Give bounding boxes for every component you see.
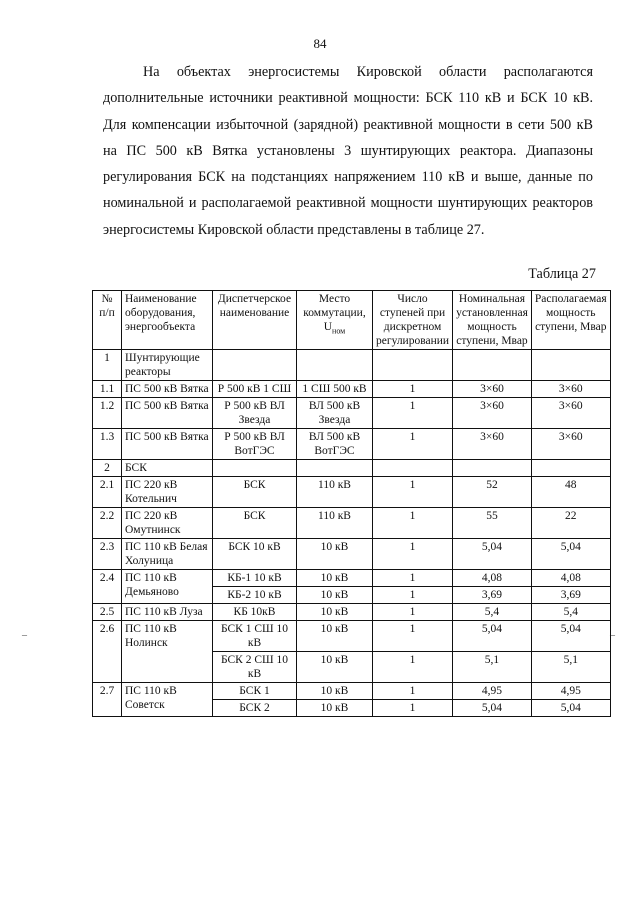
table-caption: Таблица 27 (528, 266, 596, 282)
cell-name: ПС 500 кВ Вятка (122, 429, 213, 460)
page-number: 84 (313, 36, 327, 51)
table-row (93, 381, 611, 398)
cell-place: 10 кВ (297, 587, 373, 604)
cell-dispatch: БСК 10 кВ (213, 539, 297, 570)
cell-steps: 1 (373, 621, 453, 652)
cell-nominal: 3×60 (453, 398, 532, 429)
table-row (93, 539, 611, 570)
cell-name: ПС 500 кВ Вятка (122, 381, 213, 398)
cell-place (297, 460, 373, 477)
body-paragraph: На объектах энергосистемы Кировской области располагаются дополнительные источники реактивной мощности: БСК 110 кВ и БСК 10 кВ. Для компенсации избыточной (зарядной) реактивной мощности в сети 500 кВ на ПС 500 кВ Вятка установлены 3 шунтирующих реактора. Диапазоны регулирования БСК на подстанциях напряжением 110 кВ и выше, данные по номинальной и располагаемой реактивной мощности шунтирующих реакторов энергосистемы Кировской области представлены в таблице 27. (103, 64, 593, 238)
cell-available (531, 350, 610, 381)
scan-margin-mark: – (22, 630, 27, 641)
header-nominal: Номинальная установленная мощность ступени, Мвар (453, 291, 532, 350)
table-row (93, 508, 611, 539)
cell-name: ПС 110 кВ Советск (122, 683, 213, 717)
cell-steps: 1 (373, 652, 453, 683)
cell-available (531, 460, 610, 477)
cell-nominal: 5,04 (453, 700, 532, 717)
cell-nominal: 4,95 (453, 683, 532, 700)
cell-place: 10 кВ (297, 621, 373, 652)
cell-available: 3,69 (531, 587, 610, 604)
cell-place: 10 кВ (297, 652, 373, 683)
scan-margin-mark: – (610, 630, 615, 641)
cell-steps: 1 (373, 604, 453, 621)
cell-dispatch: БСК 1 (213, 683, 297, 700)
cell-nominal (453, 350, 532, 381)
cell-steps: 1 (373, 381, 453, 398)
table-row (93, 350, 611, 381)
cell-num: 2.5 (93, 604, 122, 621)
cell-available: 3×60 (531, 398, 610, 429)
reactive-power-table (92, 290, 611, 717)
cell-dispatch: БСК (213, 477, 297, 508)
cell-num: 1.1 (93, 381, 122, 398)
cell-dispatch (213, 460, 297, 477)
cell-name: ПС 110 кВ Нолинск (122, 621, 213, 683)
cell-steps: 1 (373, 700, 453, 717)
cell-place: 110 кВ (297, 477, 373, 508)
cell-name: ПС 220 кВ Омутнинск (122, 508, 213, 539)
cell-name: ПС 110 кВ Луза (122, 604, 213, 621)
cell-dispatch: БСК (213, 508, 297, 539)
cell-dispatch: БСК 2 (213, 700, 297, 717)
cell-available: 5,4 (531, 604, 610, 621)
cell-place: 10 кВ (297, 539, 373, 570)
cell-dispatch: Р 500 кВ ВЛ Звезда (213, 398, 297, 429)
cell-steps: 1 (373, 477, 453, 508)
cell-steps: 1 (373, 508, 453, 539)
cell-num: 2.6 (93, 621, 122, 683)
cell-steps: 1 (373, 683, 453, 700)
cell-steps: 1 (373, 539, 453, 570)
cell-available: 4,95 (531, 683, 610, 700)
cell-available: 22 (531, 508, 610, 539)
cell-dispatch: КБ-2 10 кВ (213, 587, 297, 604)
cell-nominal: 3×60 (453, 381, 532, 398)
cell-nominal: 4,08 (453, 570, 532, 587)
cell-place: 10 кВ (297, 683, 373, 700)
header-place-subscript: ном (332, 326, 346, 336)
cell-nominal: 5,04 (453, 621, 532, 652)
cell-nominal: 52 (453, 477, 532, 508)
cell-place: ВЛ 500 кВ Звезда (297, 398, 373, 429)
header-available: Располагаемая мощность ступени, Мвар (531, 291, 610, 350)
cell-nominal: 55 (453, 508, 532, 539)
header-num: № п/п (93, 291, 122, 350)
table-row (93, 460, 611, 477)
cell-nominal: 5,1 (453, 652, 532, 683)
cell-name: Шунтирующие реакторы (122, 350, 213, 381)
cell-steps: 1 (373, 587, 453, 604)
table-row (93, 683, 611, 700)
cell-available: 3×60 (531, 381, 610, 398)
header-dispatch: Диспетчерское наименование (213, 291, 297, 350)
cell-name: ПС 110 кВ Демьяново (122, 570, 213, 604)
cell-place: 10 кВ (297, 570, 373, 587)
header-name: Наименование оборудования, энергообъекта (122, 291, 213, 350)
header-place-symbol: U (323, 321, 333, 333)
cell-num: 2.3 (93, 539, 122, 570)
table-row (93, 604, 611, 621)
cell-available: 5,1 (531, 652, 610, 683)
cell-num: 1.3 (93, 429, 122, 460)
table-row (93, 570, 611, 587)
header-steps: Число ступеней при дискретном регулировании (373, 291, 453, 350)
cell-nominal: 3,69 (453, 587, 532, 604)
cell-num: 2 (93, 460, 122, 477)
cell-available: 4,08 (531, 570, 610, 587)
table-header-row (93, 291, 611, 350)
cell-available: 5,04 (531, 621, 610, 652)
cell-available: 3×60 (531, 429, 610, 460)
cell-dispatch: КБ 10кВ (213, 604, 297, 621)
cell-name: ПС 500 кВ Вятка (122, 398, 213, 429)
cell-num: 1 (93, 350, 122, 381)
cell-num: 2.7 (93, 683, 122, 717)
cell-nominal: 3×60 (453, 429, 532, 460)
cell-nominal: 5,4 (453, 604, 532, 621)
cell-place: ВЛ 500 кВ ВотГЭС (297, 429, 373, 460)
cell-steps: 1 (373, 570, 453, 587)
cell-dispatch: КБ-1 10 кВ (213, 570, 297, 587)
cell-place (297, 350, 373, 381)
cell-dispatch: Р 500 кВ ВЛ ВотГЭС (213, 429, 297, 460)
cell-place: 10 кВ (297, 604, 373, 621)
cell-steps: 1 (373, 429, 453, 460)
cell-place: 110 кВ (297, 508, 373, 539)
table-row (93, 398, 611, 429)
cell-steps (373, 460, 453, 477)
table-row (93, 621, 611, 652)
cell-dispatch (213, 350, 297, 381)
cell-dispatch: Р 500 кВ 1 СШ (213, 381, 297, 398)
cell-num: 2.2 (93, 508, 122, 539)
cell-num: 2.4 (93, 570, 122, 604)
header-place-text: Место коммутации, (303, 293, 366, 319)
table-row (93, 477, 611, 508)
cell-name: ПС 110 кВ Белая Холуница (122, 539, 213, 570)
cell-dispatch: БСК 2 СШ 10 кВ (213, 652, 297, 683)
cell-available: 48 (531, 477, 610, 508)
cell-available: 5,04 (531, 539, 610, 570)
cell-place: 10 кВ (297, 700, 373, 717)
cell-steps (373, 350, 453, 381)
cell-num: 2.1 (93, 477, 122, 508)
cell-dispatch: БСК 1 СШ 10 кВ (213, 621, 297, 652)
cell-available: 5,04 (531, 700, 610, 717)
header-place (297, 291, 373, 350)
cell-place: 1 СШ 500 кВ (297, 381, 373, 398)
cell-nominal (453, 460, 532, 477)
cell-steps: 1 (373, 398, 453, 429)
table-row (93, 429, 611, 460)
cell-nominal: 5,04 (453, 539, 532, 570)
cell-name: БСК (122, 460, 213, 477)
cell-num: 1.2 (93, 398, 122, 429)
cell-name: ПС 220 кВ Котельнич (122, 477, 213, 508)
